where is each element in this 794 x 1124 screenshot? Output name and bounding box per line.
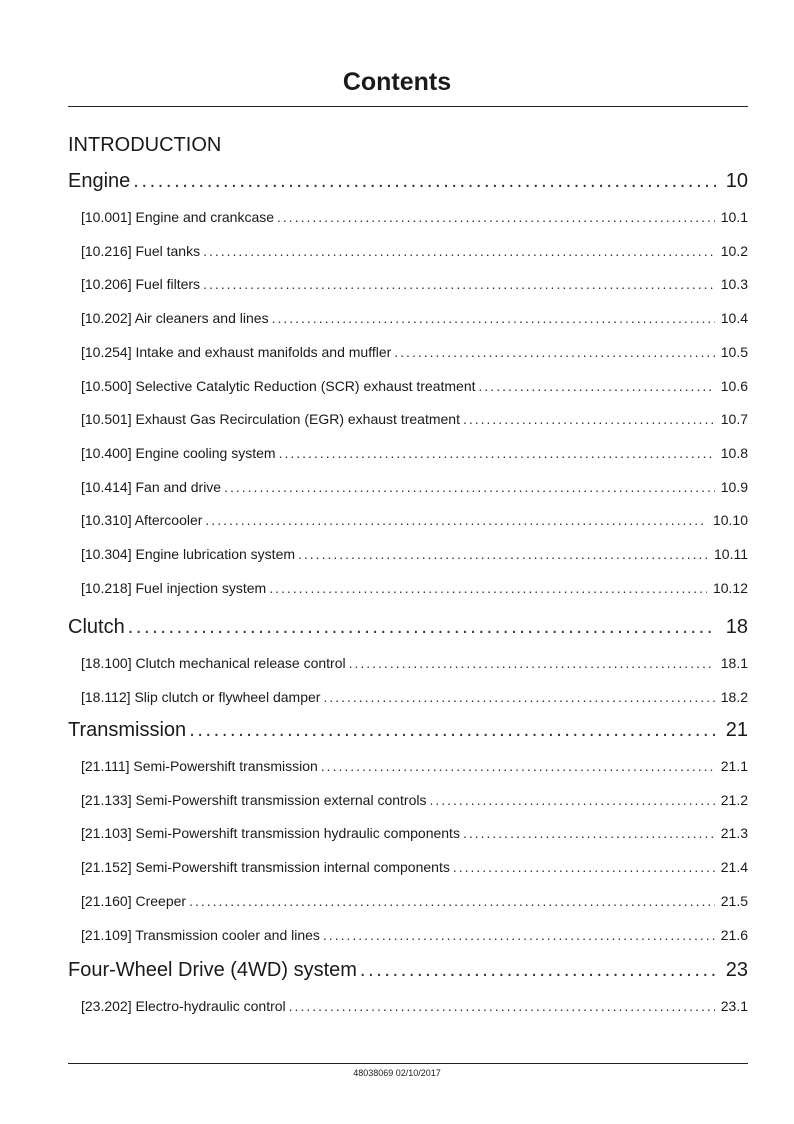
toc-leader-dots	[453, 858, 715, 876]
toc-leader-dots	[323, 688, 714, 706]
toc-leader-dots	[269, 579, 707, 597]
toc-section-page: 10.7	[720, 411, 748, 428]
toc-leader-dots	[429, 791, 714, 809]
toc-leader-dots	[205, 511, 707, 529]
toc-leader-dots	[224, 478, 715, 496]
toc-section-title: [10.218] Fuel injection system	[81, 579, 267, 596]
toc-section-title: [10.500] Selective Catalytic Reduction (SCR) exhaust treatment	[81, 377, 476, 394]
toc-section-title: [10.216] Fuel tanks	[81, 242, 201, 259]
toc-chapter[interactable]	[68, 717, 748, 743]
toc-section-title: [10.310] Aftercooler	[81, 512, 203, 529]
toc-section[interactable]	[68, 892, 748, 910]
toc-section-title: [10.202] Air cleaners and lines	[81, 310, 269, 327]
toc-section-page: 18.1	[720, 655, 748, 671]
toc-section-title: [10.414] Fan and drive	[81, 478, 222, 495]
footer-divider	[68, 1063, 748, 1064]
toc-leader-dots	[189, 717, 716, 743]
intro-heading: INTRODUCTION	[68, 134, 222, 156]
toc-section-page: 10.8	[720, 444, 748, 461]
toc-section[interactable]	[68, 410, 748, 428]
toc-section-page: 10.5	[720, 343, 748, 360]
toc-section[interactable]	[68, 858, 748, 876]
toc-chapter[interactable]	[68, 957, 748, 983]
toc-section-page: 10.4	[720, 310, 748, 327]
toc-section-title: [23.202] Electro-hydraulic control	[81, 998, 286, 1014]
toc-section-page: 21.3	[720, 825, 748, 842]
toc-section-title: [21.133] Semi-Powershift transmission external controls	[81, 791, 427, 808]
toc-section-page: 21.4	[720, 859, 748, 876]
toc-leader-dots	[463, 410, 715, 428]
toc-section-page: 10.12	[712, 579, 748, 596]
toc-section-page: 10.1	[720, 209, 748, 225]
toc-leader-dots	[289, 997, 715, 1015]
toc-section-page: 21.2	[720, 791, 748, 808]
toc-section[interactable]	[68, 377, 748, 395]
toc-section[interactable]	[68, 511, 748, 529]
toc-section[interactable]	[68, 208, 748, 226]
toc-section[interactable]	[68, 997, 748, 1015]
toc-leader-dots	[128, 614, 716, 640]
toc-chapter-title: Transmission	[68, 719, 187, 741]
toc-section-page: 21.1	[720, 758, 748, 774]
toc-section[interactable]	[68, 444, 748, 462]
toc-section-title: [18.100] Clutch mechanical release control	[81, 655, 346, 671]
toc-leader-dots	[394, 343, 714, 361]
toc-section[interactable]	[68, 757, 748, 775]
toc-section[interactable]	[68, 343, 748, 361]
toc-leader-dots	[463, 824, 715, 842]
toc-chapter-page: 18	[725, 616, 748, 638]
toc-section-page: 10.10	[712, 512, 748, 529]
toc-chapter[interactable]	[68, 614, 748, 640]
toc-section-page: 10.2	[720, 242, 748, 259]
toc-leader-dots	[133, 168, 715, 194]
toc-leader-dots	[298, 545, 708, 563]
toc-section-page: 18.2	[720, 688, 748, 705]
toc-chapter-page: 21	[725, 719, 748, 741]
toc-section[interactable]	[68, 309, 748, 327]
toc-leader-dots	[279, 444, 715, 462]
toc-section-title: [10.501] Exhaust Gas Recirculation (EGR) exhaust treatment	[81, 411, 460, 428]
toc-leader-dots	[321, 757, 715, 775]
toc-section[interactable]	[68, 926, 748, 944]
toc-section-title: [21.111] Semi-Powershift transmission	[81, 758, 318, 774]
toc-section-page: 10.11	[714, 546, 748, 562]
toc-section-title: [18.112] Slip clutch or flywheel damper	[81, 688, 321, 705]
toc-section-page: 23.1	[720, 998, 748, 1014]
toc-leader-dots	[479, 377, 715, 395]
toc-section[interactable]	[68, 688, 748, 706]
toc-section-page: 10.6	[720, 377, 748, 394]
toc-section-title: [10.400] Engine cooling system	[81, 444, 276, 461]
toc-leader-dots	[349, 654, 715, 672]
toc-section-title: [10.001] Engine and crankcase	[81, 209, 275, 225]
document-footer: 48038069 02/10/2017	[353, 1068, 441, 1078]
toc-section[interactable]	[68, 545, 748, 563]
toc-section-page: 21.5	[720, 892, 748, 909]
toc-leader-dots	[277, 208, 715, 226]
toc-chapter-page: 23	[725, 959, 748, 981]
toc-section[interactable]	[68, 579, 748, 597]
toc-section[interactable]	[68, 242, 748, 260]
title-divider	[68, 106, 748, 107]
toc-chapter-title: Four-Wheel Drive (4WD) system	[68, 959, 357, 981]
page-title: Contents	[342, 68, 452, 96]
toc-chapter-title: Engine	[68, 170, 131, 192]
toc-chapter-page: 10	[725, 170, 748, 192]
toc-section-title: [10.206] Fuel filters	[81, 276, 201, 293]
toc-leader-dots	[189, 892, 715, 910]
toc-section[interactable]	[68, 654, 748, 672]
toc-section-title: [10.304] Engine lubrication system	[81, 546, 296, 562]
toc-leader-dots	[203, 275, 715, 293]
toc-leader-dots	[272, 309, 715, 327]
toc-leader-dots	[203, 242, 715, 260]
toc-section[interactable]	[68, 478, 748, 496]
toc-section-page: 21.6	[720, 926, 748, 943]
toc-section[interactable]	[68, 275, 748, 293]
toc-section-title: [21.152] Semi-Powershift transmission internal components	[81, 859, 450, 876]
toc-section-title: [21.160] Creeper	[81, 892, 187, 909]
toc-leader-dots	[323, 926, 715, 944]
toc-section-title: [10.254] Intake and exhaust manifolds and muffler	[81, 343, 392, 360]
toc-section[interactable]	[68, 824, 748, 842]
toc-chapter-title: Clutch	[68, 616, 125, 638]
toc-section-title: [21.109] Transmission cooler and lines	[81, 926, 320, 943]
toc-leader-dots	[360, 957, 716, 983]
toc-section-title: [21.103] Semi-Powershift transmission hydraulic components	[81, 825, 460, 842]
toc-chapter[interactable]	[68, 168, 748, 194]
toc-section[interactable]	[68, 791, 748, 809]
toc-section-page: 10.9	[720, 478, 748, 495]
toc-section-page: 10.3	[720, 276, 748, 293]
